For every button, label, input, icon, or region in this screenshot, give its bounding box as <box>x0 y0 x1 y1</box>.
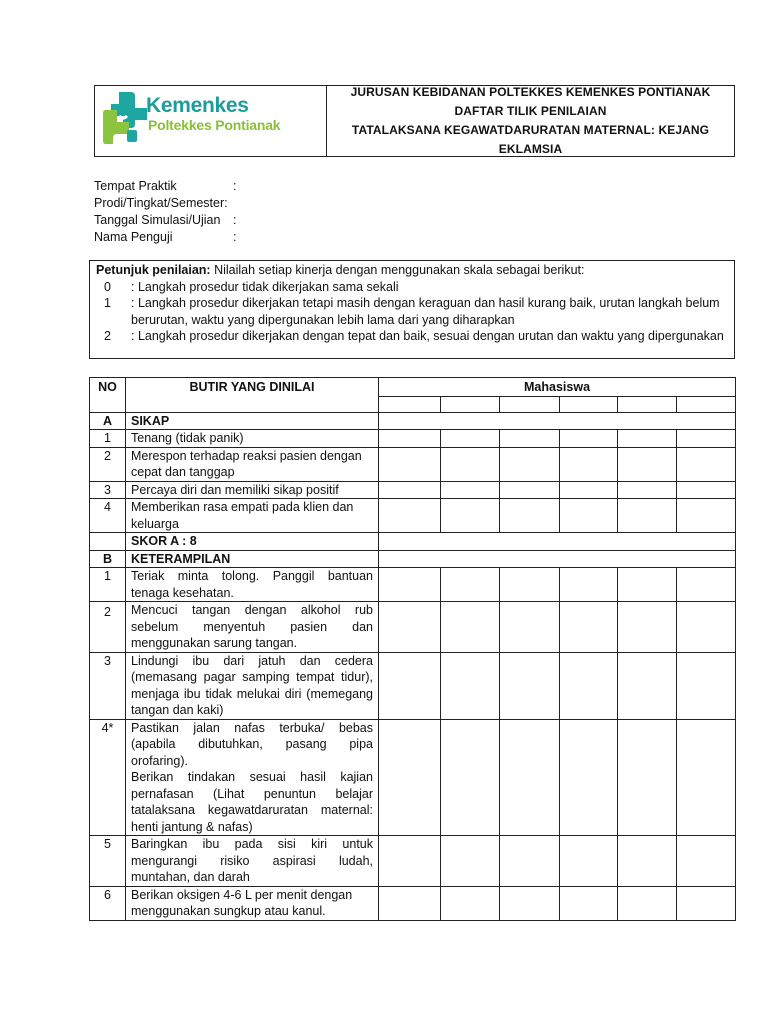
instructions-title: Petunjuk penilaian: <box>96 263 211 277</box>
score-cell[interactable] <box>618 568 677 602</box>
row-text: Tenang (tidak panik) <box>126 430 379 448</box>
score-cell[interactable] <box>379 430 441 448</box>
score-cell[interactable] <box>560 719 618 836</box>
section-code: B <box>90 550 126 568</box>
score-cell[interactable] <box>500 836 560 887</box>
score-cell[interactable] <box>560 447 618 481</box>
student-col <box>560 396 618 412</box>
row-number: 5 <box>90 836 126 887</box>
table-row <box>90 499 736 533</box>
score-cell[interactable] <box>560 430 618 448</box>
logo-cell <box>95 86 327 156</box>
score-cell[interactable] <box>379 568 441 602</box>
table-row <box>90 886 736 920</box>
section-title: KETERAMPILAN <box>126 550 379 568</box>
table-row <box>90 719 736 836</box>
score-cell[interactable] <box>618 719 677 836</box>
row-text: Teriak minta tolong. Panggil bantuan tenaga kesehatan. <box>126 568 379 602</box>
score-cell[interactable] <box>379 719 441 836</box>
score-cell[interactable] <box>500 652 560 719</box>
score-cell[interactable] <box>618 499 677 533</box>
score-cell[interactable] <box>379 499 441 533</box>
row-text: Mencuci tangan dengan alkohol rub sebelum menyentuh pasien dan menggunakan sarung tangan. <box>126 602 379 653</box>
score-cell[interactable] <box>441 836 500 887</box>
table-row <box>90 602 736 653</box>
score-cell[interactable] <box>677 652 736 719</box>
row-text-part-1: Pastikan jalan nafas terbuka/ bebas (apabila dibutuhkan, pasang pipa orofaring). <box>131 720 373 768</box>
score-cell[interactable] <box>618 481 677 499</box>
score-cell[interactable] <box>441 430 500 448</box>
score-cell[interactable] <box>379 481 441 499</box>
score-cell[interactable] <box>379 447 441 481</box>
instructions-box <box>89 260 735 359</box>
student-col <box>441 396 500 412</box>
row-text: Percaya diri dan memiliki sikap positif <box>126 481 379 499</box>
instructions-intro <box>96 262 728 279</box>
score-cell[interactable] <box>441 447 500 481</box>
table-row <box>90 481 736 499</box>
document-title <box>327 86 734 156</box>
score-row <box>90 533 736 551</box>
score-cell[interactable] <box>618 886 677 920</box>
row-number: 3 <box>90 481 126 499</box>
score-cell[interactable] <box>500 719 560 836</box>
score-a-blank <box>379 533 736 551</box>
row-number: 1 <box>90 430 126 448</box>
scale-number: 1 <box>104 296 111 310</box>
score-cell[interactable] <box>560 602 618 653</box>
title-line-3: TATALAKSANA KEGAWATDARURATAN MATERNAL: KEJANG <box>351 123 710 137</box>
row-number: 2 <box>90 447 126 481</box>
student-col <box>379 396 441 412</box>
score-cell[interactable] <box>379 652 441 719</box>
section-row <box>90 550 736 568</box>
field-tanggal[interactable] <box>94 212 237 229</box>
table-row <box>90 652 736 719</box>
scale-item <box>96 295 728 328</box>
score-cell[interactable] <box>618 430 677 448</box>
kemenkes-logo-icon <box>101 90 149 146</box>
table-row <box>90 430 736 448</box>
score-cell[interactable] <box>560 836 618 887</box>
score-cell[interactable] <box>677 481 736 499</box>
table-row <box>90 447 736 481</box>
scale-text: : Langkah prosedur tidak dikerjakan sama sekali <box>131 279 399 294</box>
score-cell[interactable] <box>677 719 736 836</box>
section-code: A <box>90 412 126 430</box>
section-row <box>90 412 736 430</box>
score-cell[interactable] <box>441 481 500 499</box>
row-number: 2 <box>90 602 126 653</box>
instructions-text: Nilailah setiap kinerja dengan menggunakan skala sebagai berikut: <box>210 263 585 277</box>
row-number: 1 <box>90 568 126 602</box>
field-label: Tempat Praktik <box>94 179 177 193</box>
row-text: Berikan oksigen 4-6 L per menit dengan menggunakan sungkup atau kanul. <box>126 886 379 920</box>
score-cell[interactable] <box>677 886 736 920</box>
title-line-1: JURUSAN KEBIDANAN POLTEKKES KEMENKES PONTIANAK <box>350 85 711 99</box>
table-row <box>90 836 736 887</box>
score-cell[interactable] <box>677 602 736 653</box>
score-cell[interactable] <box>441 568 500 602</box>
scale-number: 2 <box>104 329 111 343</box>
section-blank <box>379 412 736 430</box>
score-cell[interactable] <box>441 719 500 836</box>
score-cell[interactable] <box>441 499 500 533</box>
field-prodi[interactable] <box>94 195 228 212</box>
score-cell[interactable] <box>500 481 560 499</box>
score-cell[interactable] <box>618 602 677 653</box>
header-row <box>90 378 736 397</box>
row-number: 4 <box>90 499 126 533</box>
field-colon: : <box>233 179 237 193</box>
score-cell[interactable] <box>500 447 560 481</box>
row-text: Lindungi ibu dari jatuh dan cedera (memasang pagar samping tempat tidur), menjaga ibu tidak melukai diri (memegang tangan dan kaki) <box>126 652 379 719</box>
score-cell[interactable] <box>441 886 500 920</box>
student-col <box>618 396 677 412</box>
field-label: Prodi/Tingkat/Semester: <box>94 196 228 210</box>
scale-item <box>96 279 728 296</box>
header-item: BUTIR YANG DINILAI <box>126 378 379 413</box>
score-cell[interactable] <box>560 481 618 499</box>
score-cell[interactable] <box>500 568 560 602</box>
header-no: NO <box>90 378 126 413</box>
score-cell[interactable] <box>677 836 736 887</box>
scale-number: 0 <box>104 279 111 294</box>
scale-text: : Langkah prosedur dikerjakan dengan tepat dan baik, sesuai dengan urutan dan waktu yang dipergunakan <box>131 329 724 343</box>
score-cell[interactable] <box>618 652 677 719</box>
table-row <box>90 568 736 602</box>
score-cell[interactable] <box>500 886 560 920</box>
score-cell[interactable] <box>618 447 677 481</box>
score-cell[interactable] <box>677 499 736 533</box>
score-cell[interactable] <box>441 652 500 719</box>
title-line-2: DAFTAR TILIK PENILAIAN <box>454 104 607 118</box>
score-cell[interactable] <box>677 568 736 602</box>
assessment-table <box>89 377 736 921</box>
row-text: Memberikan rasa empati pada klien dan keluarga <box>126 499 379 533</box>
score-cell[interactable] <box>379 886 441 920</box>
score-cell[interactable] <box>560 568 618 602</box>
row-text <box>126 719 379 836</box>
scale-text: : Langkah prosedur dikerjakan tetapi masih dengan keraguan dan hasil kurang baik, urutan langkah belum berurutan, waktu yang dipergunakan lebih lama dari yang diharapkan <box>131 296 720 327</box>
student-col <box>677 396 736 412</box>
section-blank <box>379 550 736 568</box>
score-cell[interactable] <box>560 886 618 920</box>
score-cell[interactable] <box>500 430 560 448</box>
title-line-4: EKLAMSIA <box>498 142 563 156</box>
field-label: Tanggal Simulasi/Ujian <box>94 213 221 227</box>
row-text: Baringkan ibu pada sisi kiri untuk mengurangi risiko aspirasi ludah, muntahan, dan darah <box>126 836 379 887</box>
score-cell[interactable] <box>677 447 736 481</box>
score-cell[interactable] <box>379 602 441 653</box>
row-number: 4* <box>90 719 126 836</box>
score-cell[interactable] <box>500 602 560 653</box>
score-cell[interactable] <box>500 499 560 533</box>
logo-subtitle: Poltekkes Pontianak <box>148 117 281 133</box>
score-blank <box>90 533 126 551</box>
score-cell[interactable] <box>441 602 500 653</box>
score-cell[interactable] <box>618 836 677 887</box>
field-colon: : <box>233 230 237 244</box>
document-header <box>94 85 735 157</box>
row-number: 6 <box>90 886 126 920</box>
field-nama-penguji[interactable] <box>94 229 237 246</box>
score-cell[interactable] <box>560 499 618 533</box>
score-a-label: SKOR A : 8 <box>126 533 379 551</box>
identity-fields <box>94 178 237 246</box>
field-colon: : <box>233 213 237 227</box>
scale-item <box>96 328 728 345</box>
header-students: Mahasiswa <box>379 378 736 397</box>
logo-name: Kemenkes <box>146 94 249 117</box>
score-cell[interactable] <box>379 836 441 887</box>
section-title: SIKAP <box>126 412 379 430</box>
row-number: 3 <box>90 652 126 719</box>
student-col <box>500 396 560 412</box>
score-cell[interactable] <box>677 430 736 448</box>
field-label: Nama Penguji <box>94 230 173 244</box>
row-text: Merespon terhadap reaksi pasien dengan cepat dan tanggap <box>126 447 379 481</box>
field-tempat-praktik[interactable] <box>94 178 237 195</box>
row-text-part-2: Berikan tindakan sesuai hasil kajian pernafasan (Lihat penuntun belajar tatalaksana kegawatdaruratan maternal: henti jantung & nafas) <box>131 770 373 834</box>
score-cell[interactable] <box>560 652 618 719</box>
